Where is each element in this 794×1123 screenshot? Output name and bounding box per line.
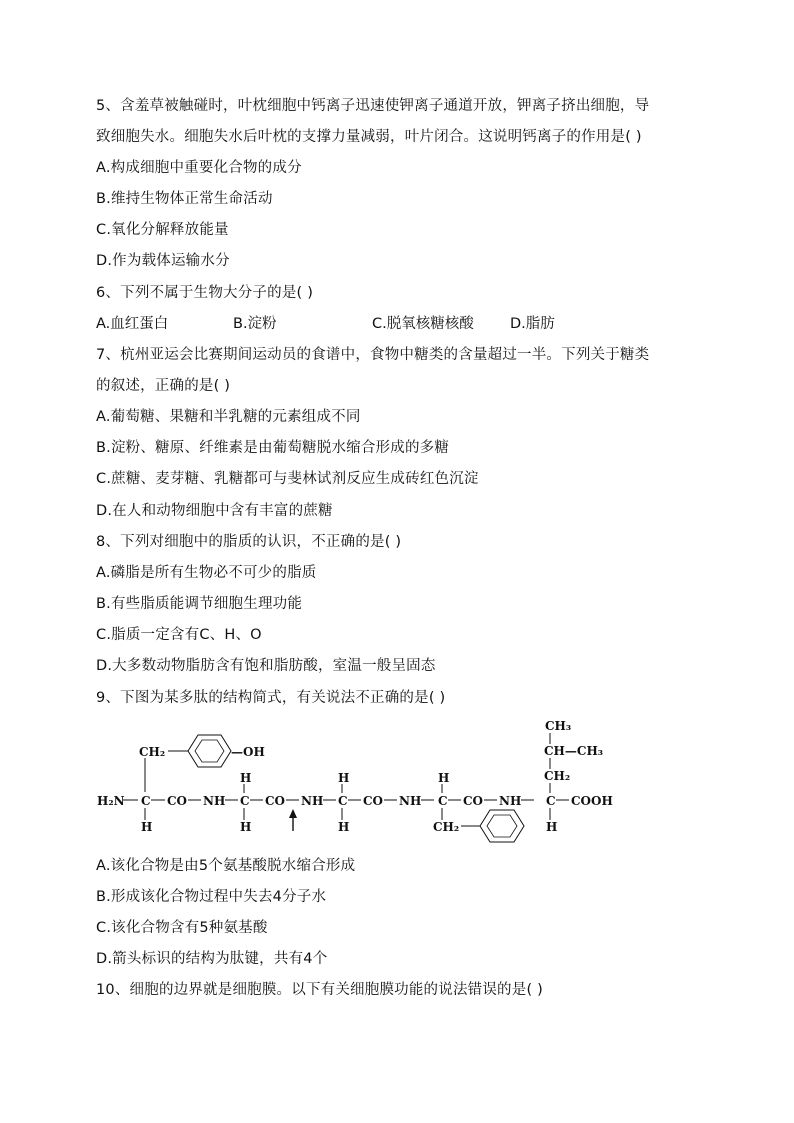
label-nh4: NH bbox=[499, 794, 522, 808]
label-ch-ch3: CH—CH₃ bbox=[544, 744, 604, 758]
q5-option-a: A.构成细胞中重要化合物的成分 bbox=[96, 160, 302, 176]
label-nh3: NH bbox=[399, 794, 422, 808]
peptide-structure-svg bbox=[95, 716, 625, 850]
label-c5: C bbox=[546, 794, 556, 808]
label-h-c3-bottom: H bbox=[338, 820, 350, 834]
label-cooh: COOH bbox=[571, 794, 613, 808]
q7-option-b: B.淀粉、糖原、纤维素是由葡萄糖脱水缩合形成的多糖 bbox=[96, 440, 450, 456]
q5-stem-line2: 致细胞失水。细胞失水后叶枕的支撑力量减弱，叶片闭合。这说明钙离子的作用是( ) bbox=[96, 129, 642, 145]
q8-option-b: B.有些脂质能调节细胞生理功能 bbox=[96, 596, 303, 612]
label-c1: C bbox=[141, 794, 151, 808]
q5-option-b: B.维持生物体正常生命活动 bbox=[96, 191, 273, 207]
peptide-bond-arrow bbox=[289, 809, 297, 831]
label-ch2-phe: CH₂ bbox=[433, 820, 460, 834]
label-co4: CO bbox=[463, 794, 484, 808]
q6-option-d: D.脂肪 bbox=[510, 316, 555, 332]
q9-option-b: B.形成该化合物过程中失去4分子水 bbox=[96, 889, 327, 905]
q8-option-d: D.大多数动物脂肪含有饱和脂肪酸，室温一般呈固态 bbox=[96, 658, 436, 674]
label-h-c3-top: H bbox=[338, 771, 350, 785]
q10-stem: 10、细胞的边界就是细胞膜。以下有关细胞膜功能的说法错误的是( ) bbox=[96, 982, 543, 998]
peptide-structure-diagram bbox=[95, 716, 625, 850]
q8-option-a: A.磷脂是所有生物必不可少的脂质 bbox=[96, 565, 317, 581]
label-h2n: H₂N bbox=[97, 794, 125, 808]
q5-option-c: C.氧化分解释放能量 bbox=[96, 222, 229, 238]
label-c3: C bbox=[338, 794, 348, 808]
q9-option-d: D.箭头标识的结构为肽键，共有4个 bbox=[96, 951, 328, 967]
benzene-ring-tyr bbox=[188, 735, 231, 767]
label-oh: —OH bbox=[231, 745, 265, 759]
label-co2: CO bbox=[265, 794, 286, 808]
q6-options-row bbox=[96, 312, 716, 336]
label-h-c5: H bbox=[546, 820, 558, 834]
label-c4: C bbox=[438, 794, 448, 808]
label-ch2-leu: CH₂ bbox=[544, 769, 571, 783]
q7-stem-line2: 的叙述，正确的是( ) bbox=[96, 378, 231, 394]
label-h-c4-top: H bbox=[438, 771, 450, 785]
label-ch3: CH₃ bbox=[545, 719, 572, 733]
q6-option-c: C.脱氧核糖核酸 bbox=[372, 316, 474, 332]
q5-stem-line1: 5、含羞草被触碰时，叶枕细胞中钙离子迅速使钾离子通道开放，钾离子挤出细胞，导 bbox=[96, 98, 650, 114]
q7-option-d: D.在人和动物细胞中含有丰富的蔗糖 bbox=[96, 503, 333, 519]
q6-option-a: A.血红蛋白 bbox=[96, 316, 169, 332]
q9-option-a: A.该化合物是由5个氨基酸脱水缩合形成 bbox=[96, 858, 356, 874]
q7-option-a: A.葡萄糖、果糖和半乳糖的元素组成不同 bbox=[96, 409, 361, 425]
q9-stem: 9、下图为某多肽的结构简式，有关说法不正确的是( ) bbox=[96, 690, 446, 706]
label-nh1: NH bbox=[203, 794, 226, 808]
q8-option-c: C.脂质一定含有C、H、O bbox=[96, 627, 262, 643]
q6-option-b: B.淀粉 bbox=[233, 316, 277, 332]
label-ch2-tyr: CH₂ bbox=[139, 745, 166, 759]
q9-option-c: C.该化合物含有5种氨基酸 bbox=[96, 920, 268, 936]
label-c2: C bbox=[240, 794, 250, 808]
label-nh2: NH bbox=[301, 794, 324, 808]
benzene-ring-phe bbox=[480, 810, 524, 842]
label-h-c1: H bbox=[141, 820, 153, 834]
label-h-c2-bottom: H bbox=[240, 820, 252, 834]
q7-stem-line1: 7、杭州亚运会比赛期间运动员的食谱中，食物中糖类的含量超过一半。下列关于糖类 bbox=[96, 347, 650, 363]
label-co1: CO bbox=[167, 794, 188, 808]
q7-option-c: C.蔗糖、麦芽糖、乳糖都可与斐林试剂反应生成砖红色沉淀 bbox=[96, 471, 479, 487]
label-h-c2-top: H bbox=[240, 771, 252, 785]
q5-option-d: D.作为载体运输水分 bbox=[96, 253, 230, 269]
q6-stem: 6、下列不属于生物大分子的是( ) bbox=[96, 285, 314, 301]
label-co3: CO bbox=[363, 794, 384, 808]
q8-stem: 8、下列对细胞中的脂质的认识，不正确的是( ) bbox=[96, 534, 402, 550]
